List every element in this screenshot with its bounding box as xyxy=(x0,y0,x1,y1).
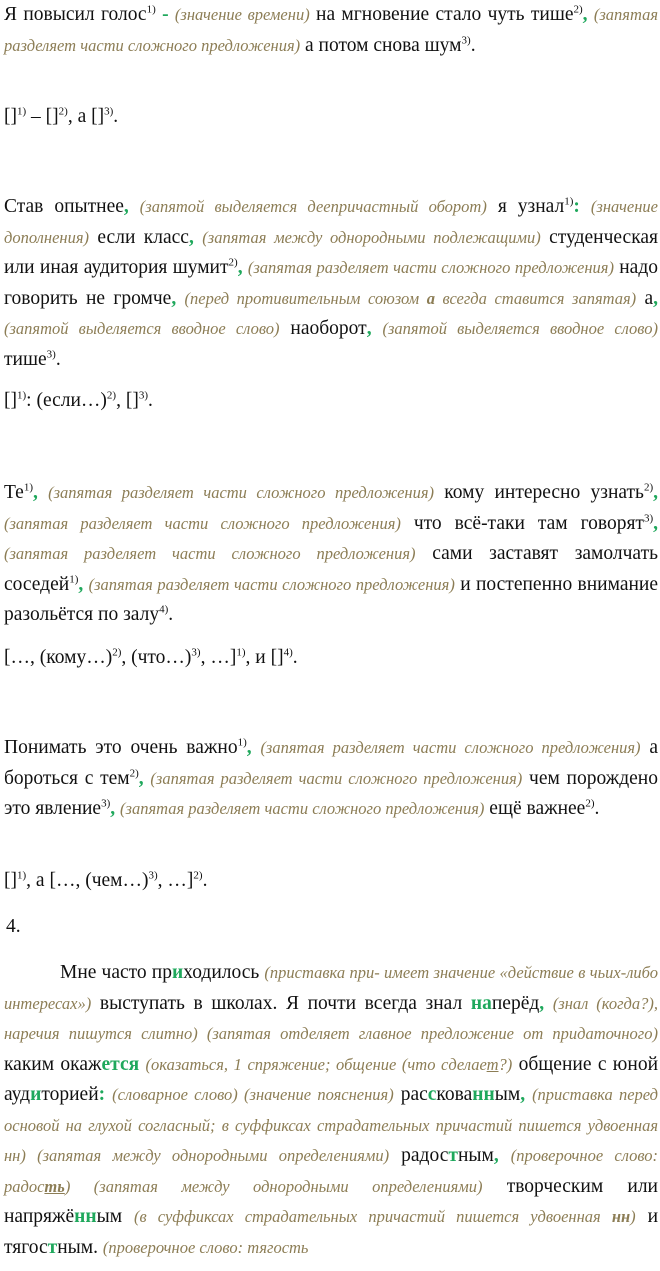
note: (запятая разделяет части сложного предложения) xyxy=(4,544,416,563)
note: (перед противительным союзом а всегда ставится запятая) xyxy=(184,288,637,308)
dash-mark: - xyxy=(155,4,175,25)
text: на мгновение стало чуть тише xyxy=(309,4,574,25)
sentence-3: $Те^{1)}$, (запятая разделяет части сложного предложения) кому интересно узнать$^{2)}$, (запятая разделяет части сложного предложения) что всё-таки там говорят$^{3)}$, (запятая разделяет части сложного предложения) сами заставят замолчать соседей$^{1)}$, (запятая разделяет части сложного предложения) и постепенно внимание разольётся по залу$^{4)}$. xyxy=(4,481,658,625)
exercise-text: Мне часто приходилось (приставка при- имеет значение «действие в чьих-либо интересах») выступать в школах. Я почти всегда знал наперёд, (знал (когда?), наречия пишутся слитно) (запятая отделяет главное предложение от придаточного) каким окажется (оказаться, 1 спряжение; общение (что сделает?) общение с юной аудиторией: (словарное слово) (значение пояснения) расскованным, (приставка перед основой на глухой согласный; в суффиксах страдательных причастий пишется удвоенная нн) (запятая между однородными определениями) радостным, (проверочное слово: радость) (запятая между однородными определениями) творческим или напряжённым (в суффиксах страдательных причастий пишется удвоенная нн) и тягостным. (проверочное слово: тягость xyxy=(4,962,659,1258)
text: Я повысил голос xyxy=(4,4,147,25)
note: (проверочное слово: тягость xyxy=(102,1237,309,1257)
note: (запятой выделяется вводное слово) xyxy=(4,319,280,338)
sentence-2: Став опытнее, (запятой выделяется деепричастный оборот) я узнал$^{1)}$: (значение дополнения) если класс, (запятая между однородными подлежащими) студенческая или иная аудитория шумит$^{2)}$, (запятая разделяет части сложного предложения) надо говорить не громче, (перед противительным союзом а всегда ставится запятая) а, (запятой выделяется вводное слово) наоборот, (запятой выделяется вводное слово) тише$^{3)}$. xyxy=(4,195,659,370)
scheme-4: []$^{1)}$, а […, (чем…)$^{3)}$, …]$^{2)}$. xyxy=(4,869,208,891)
note: (словарное слово) (значение пояснения) xyxy=(112,1085,394,1104)
note: (запятая между однородными подлежащими) xyxy=(202,227,541,247)
note: (в суффиксах страдательных причастий пишется удвоенная нн) xyxy=(133,1207,636,1226)
note: (знал (когда?), наречия пишутся слитно) (запятая отделяет главное предложение от придаточного) xyxy=(4,993,658,1043)
scheme-2: []$^{1)}$: (если…)$^{2)}$, []$^{3)}$. xyxy=(4,389,153,411)
note: (запятая разделяет части сложного предложения) xyxy=(247,258,614,277)
note: (запятая разделяет части сложного предложения) xyxy=(120,799,485,818)
note: (запятая разделяет части сложного предложения) xyxy=(88,574,455,594)
note: (запятой выделяется вводное слово) xyxy=(382,319,658,338)
note: (запятой выделяется деепричастный оборот) xyxy=(139,197,487,216)
note: (запятая разделяет части сложного предложения) xyxy=(260,738,641,757)
note: (приставка при- имеет значение «действие в чьих-либо интересах») xyxy=(4,963,658,1013)
note: (запятая разделяет части сложного предложения) xyxy=(48,483,435,502)
note: (проверочное слово: радость) (запятая между однородными определениями) xyxy=(4,1146,659,1196)
note: (значение дополнения) xyxy=(4,197,658,247)
note: (запятая разделяет части сложного предложения) xyxy=(4,513,401,533)
scheme-1: []$^{1)}$ – []$^{2)}$, а []$^{3)}$. xyxy=(4,105,119,127)
text: а потом снова шум xyxy=(300,34,462,56)
comma-mark: , xyxy=(582,4,588,25)
note: (оказаться, 1 спряжение; общение (что сделает?) xyxy=(145,1054,513,1074)
note: (запятая разделяет части сложного предложения) xyxy=(150,768,523,788)
section-number: 4. xyxy=(6,916,21,937)
note: (значение времени) xyxy=(174,5,310,24)
note: (приставка перед основой на глухой согласный; в суффиксах страдательных причастий пишется удвоенная нн) (запятая между однородными определениями) xyxy=(4,1085,659,1165)
sentence-1: Я повысил голос$^{1)}$ - (значение времени) на мгновение стало чуть тише$^{2)}$, (запятая разделяет части сложного предложения) а потом снова шум$^{3)}$. xyxy=(4,3,659,56)
scheme-3: […, (кому…)$^{2)}$, (что…)$^{3)}$, …]$^{1)}$, и []$^{4)}$. xyxy=(4,646,298,668)
note: (запятая разделяет части сложного предложения) xyxy=(4,5,659,55)
sentence-4: Понимать это очень важно$^{1)}$, (запятая разделяет части сложного предложения) а бороться с тем$^{2)}$, (запятая разделяет части сложного предложения) чем порождено это явление$^{3)}$, (запятая разделяет части сложного предложения) ещё важнее$^{2)}$. xyxy=(4,736,659,819)
